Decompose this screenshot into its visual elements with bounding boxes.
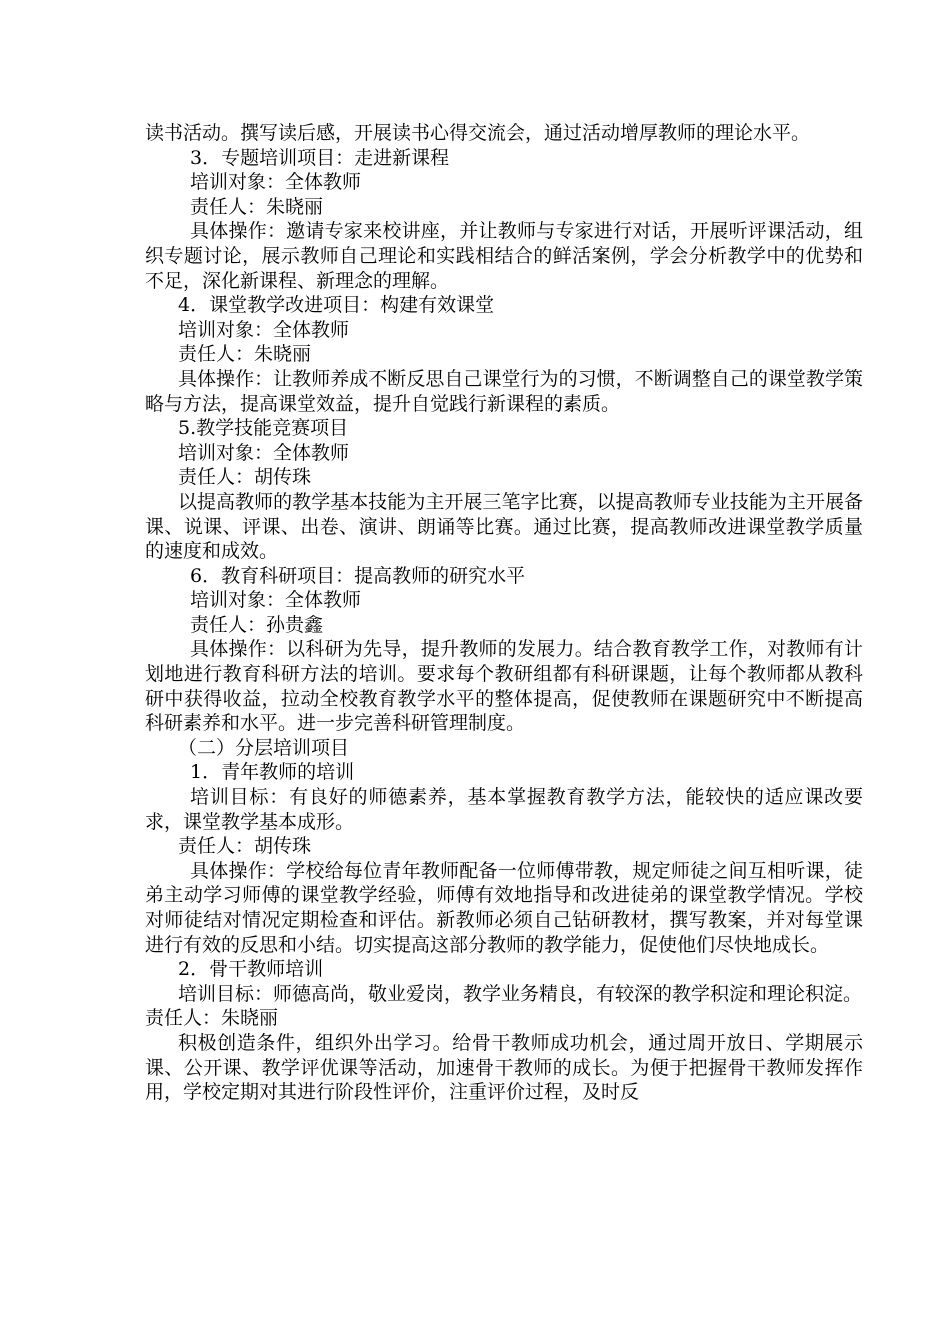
paragraph: 具体操作：以科研为先导，提升教师的发展力。结合教育教学工作，对教师有计划地进行教育科研方法的培训。要求每个教研组都有科研课题，让每个教师都从教科研中获得收益，拉动全校教育教学水平的整体提高，促使教师在课题研究中不断提高科研素养和水平。进一步完善科研管理制度。: [145, 638, 863, 735]
paragraph: 具体操作：邀请专家来校讲座，并让教师与专家进行对话，开展听评课活动，组织专题讨论，展示教师自己理论和实践相结合的鲜活案例，学会分析教学中的优势和不足，深化新课程、新理念的理解。: [145, 220, 863, 292]
paragraph: 责任人：朱晓丽: [190, 195, 324, 218]
paragraph: 培训对象：全体教师: [178, 318, 350, 341]
paragraph: 5.教学技能竞赛项目: [178, 417, 349, 440]
paragraph: 责任人：朱晓丽: [145, 1007, 279, 1030]
paragraph: 3．专题培训项目：走进新课程: [190, 146, 450, 169]
paragraph: 责任人：胡传珠: [178, 835, 312, 858]
paragraph: 培训对象：全体教师: [178, 441, 350, 464]
paragraph: 1．青年教师的培训: [190, 761, 355, 784]
paragraph: 责任人：孙贵鑫: [190, 613, 324, 636]
paragraph: 培训目标：有良好的师德素养，基本掌握教育教学方法，能较快的适应课改要求，课堂教学基本成形。: [145, 786, 863, 833]
paragraph: 责任人：胡传珠: [178, 466, 312, 489]
paragraph: 6．教育科研项目：提高教师的研究水平: [190, 564, 526, 587]
paragraph: 责任人：朱晓丽: [178, 343, 312, 366]
paragraph: （二）分层培训项目: [178, 736, 350, 759]
paragraph: 以提高教师的教学基本技能为主开展三笔字比赛，以提高教师专业技能为主开展备课、说课、评课、出卷、演讲、朗诵等比赛。通过比赛，提高教师改进课堂教学质量的速度和成效。: [145, 490, 863, 563]
paragraph: 培训对象：全体教师: [190, 589, 362, 612]
paragraph: 4．课堂教学改进项目：构建有效课堂: [178, 294, 495, 317]
paragraph: 读书活动。撰写读后感，开展读书心得交流会，通过活动增厚教师的理论水平。: [145, 122, 811, 144]
paragraph: 培训目标：师德高尚，敬业爱岗，教学业务精良，有较深的教学积淀和理论积淀。: [178, 982, 863, 1005]
paragraph: 积极创造条件，组织外出学习。给骨干教师成功机会，通过周开放日、学期展示课、公开课、教学评优课等活动，加速骨干教师的成长。为便于把握骨干教师发挥作用，学校定期对其进行阶段性评价，注重评价过程，及时反: [145, 1031, 863, 1104]
document-body: [145, 121, 863, 1105]
paragraph: 具体操作：让教师养成不断反思自己课堂行为的习惯，不断调整自己的课堂教学策略与方法，提高课堂效益，提升自觉践行新课程的素质。: [145, 367, 863, 415]
paragraph: 2．骨干教师培训: [178, 958, 324, 981]
paragraph: 培训对象：全体教师: [190, 171, 362, 194]
paragraph: 具体操作：学校给每位青年教师配备一位师傅带教，规定师徒之间互相听课，徒弟主动学习师傅的课堂教学经验，师傅有效地指导和改进徒弟的课堂教学情况。学校对师徒结对情况定期检查和评估。新教师必须自己钻研教材，撰写教案，并对每堂课进行有效的反思和小结。切实提高这部分教师的教学能力，促使他们尽快地成长。: [145, 859, 863, 956]
